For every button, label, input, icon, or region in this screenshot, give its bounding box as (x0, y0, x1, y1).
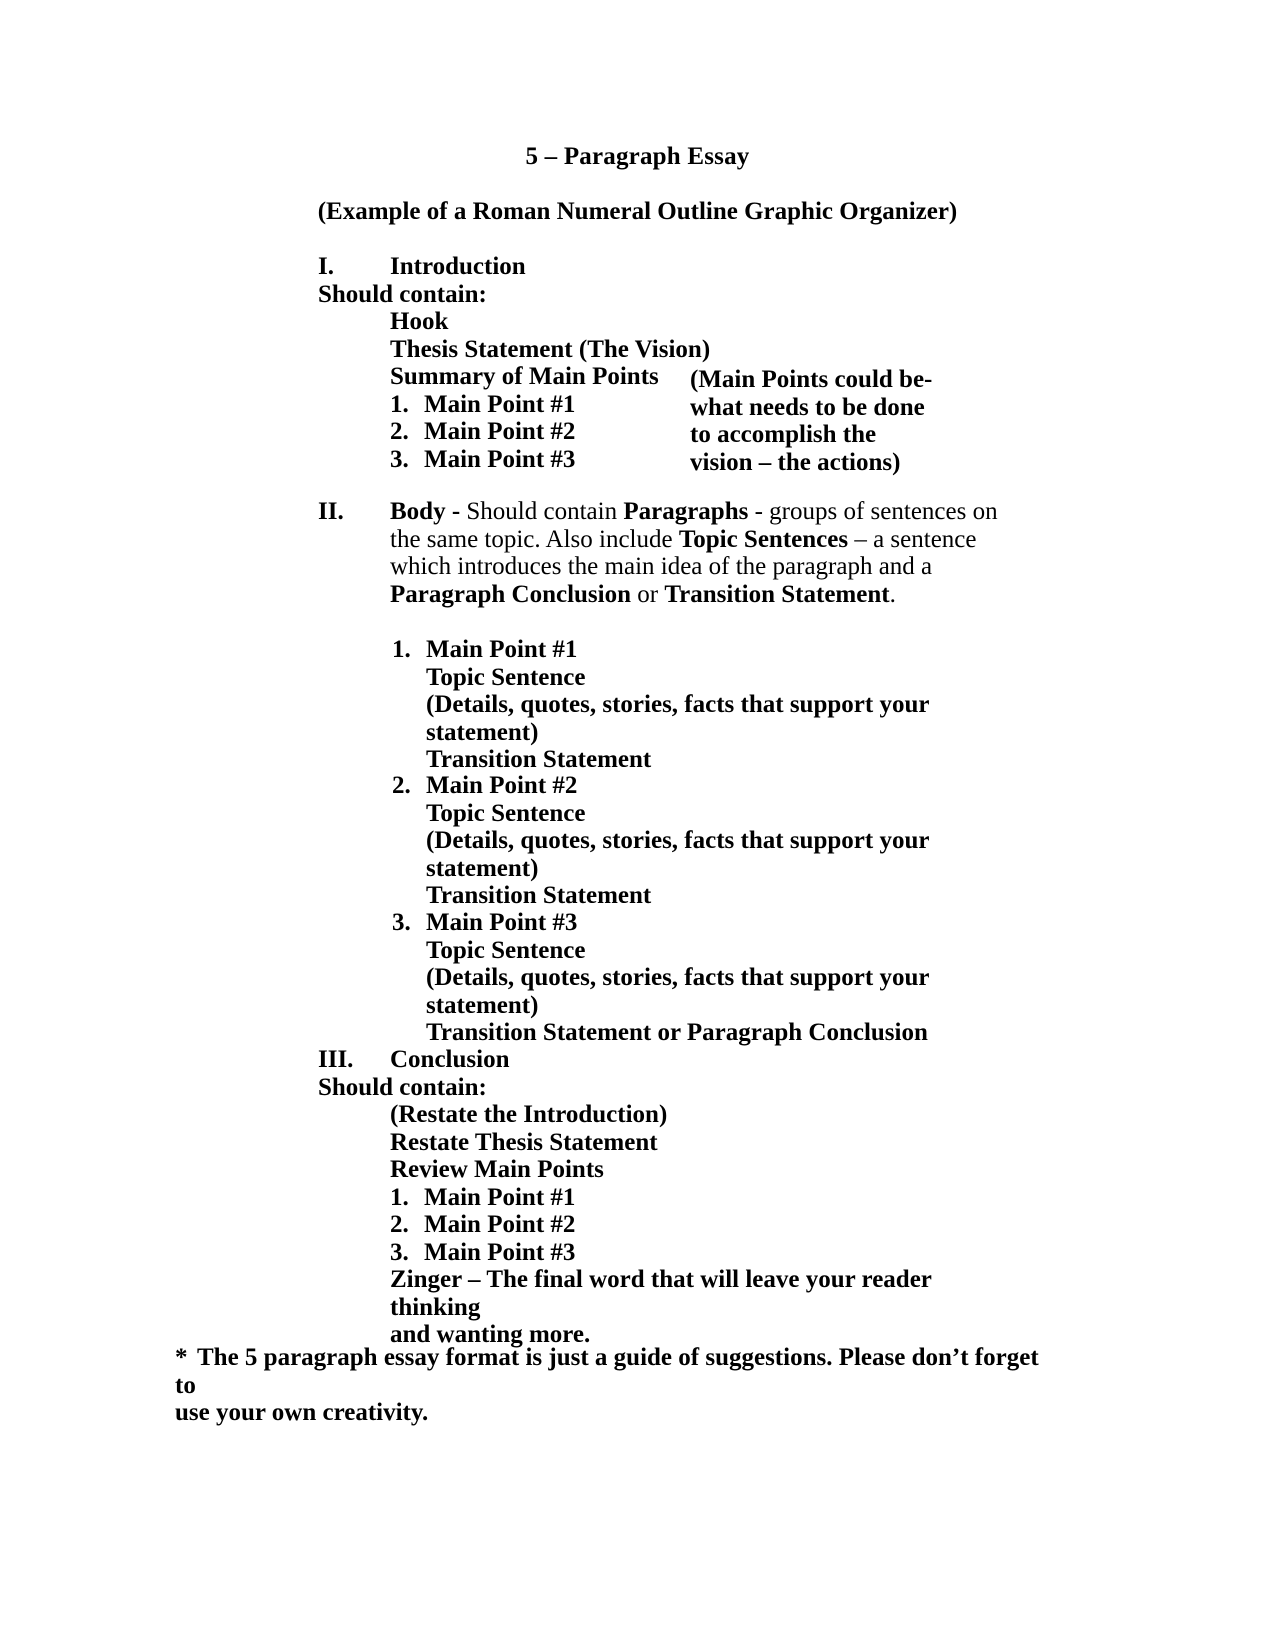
list-item-label: Main Point #1 (424, 390, 576, 418)
body-mp1-details: (Details, quotes, stories, facts that support your statement) (426, 691, 929, 746)
sidenote-line-2: what needs to be done (690, 393, 925, 421)
footnote-first-line (175, 1344, 1055, 1399)
conclusion-zinger-line-1: Zinger – The final word that will leave your reader thinking (390, 1266, 932, 1321)
conclusion-main-point-3 (390, 1239, 1018, 1267)
document-title: 5 – Paragraph Essay (525, 143, 750, 170)
introduction-item-thesis: Thesis Statement (The Vision) (390, 335, 711, 363)
body-mp2-transition: Transition Statement (426, 882, 652, 909)
body-mp3-details: (Details, quotes, stories, facts that support your statement) (426, 964, 929, 1019)
body-main-point-3-heading (392, 909, 1042, 937)
list-item-label: Main Point #1 (426, 636, 578, 663)
list-item-label: Main Point #3 (424, 1238, 576, 1266)
list-marker: 3. (390, 1238, 409, 1266)
list-item-label: Main Point #2 (424, 418, 576, 445)
sidenote-line-3: to accomplish the (690, 421, 877, 448)
section-introduction-label: Introduction (390, 253, 526, 280)
body-main-point-2-block (392, 772, 1032, 910)
conclusion-zinger-line-2: and wanting more. (390, 1321, 591, 1348)
section-conclusion-label: Conclusion (390, 1046, 510, 1073)
document-footnote (175, 1344, 1055, 1427)
roman-numeral-i: I. (318, 253, 334, 280)
body-mp2-details: (Details, quotes, stories, facts that support your statement) (426, 827, 929, 882)
conclusion-item-restate-thesis: Restate Thesis Statement (390, 1128, 658, 1156)
roman-numeral-iii: III. (318, 1046, 354, 1073)
list-marker: 1. (392, 636, 411, 663)
body-run-7: or (631, 580, 665, 608)
list-marker: 2. (390, 418, 409, 445)
section-body (318, 498, 1030, 608)
section-body-paragraph (390, 498, 1030, 608)
introduction-item-hook: Hook (390, 308, 449, 335)
conclusion-item-restate-intro: (Restate the Introduction) (390, 1101, 668, 1128)
body-main-point-2-heading (392, 772, 1032, 800)
body-main-point-1-heading (392, 636, 1032, 664)
conclusion-item-review-points: Review Main Points (390, 1156, 604, 1183)
document-subtitle: (Example of a Roman Numeral Outline Graphic Organizer) (317, 198, 958, 225)
body-mp1-transition: Transition Statement (426, 746, 652, 773)
body-run-5: – a sentence which introduces the main idea of the paragraph and a (390, 525, 977, 580)
introduction-lead-in: Should contain: (318, 280, 487, 308)
body-run-6: Paragraph Conclusion (390, 580, 632, 608)
body-run-8: Transition Statement (664, 580, 890, 608)
body-run-3: - groups of sentences on the same topic. Also include (390, 498, 998, 553)
list-marker: 2. (392, 772, 411, 799)
list-item-label: Main Point #1 (424, 1183, 576, 1211)
section-conclusion-heading (318, 1046, 1018, 1074)
list-marker: 1. (390, 390, 409, 418)
body-run-4: Topic Sentences (678, 525, 849, 553)
list-marker: 3. (390, 445, 409, 473)
footnote-line-1: The 5 paragraph essay format is just a guide of suggestions. Please don’t forget to (175, 1344, 1039, 1399)
body-main-point-3-block (392, 909, 1042, 1047)
body-run-0: Body - (390, 498, 461, 525)
body-main-point-1-block (392, 636, 1032, 774)
body-mp3-topic-sentence: Topic Sentence (426, 936, 586, 964)
sidenote-line-4: vision – the actions) (690, 448, 901, 476)
list-item-label: Main Point #3 (426, 909, 578, 936)
main-points-sidenote (690, 366, 990, 476)
section-introduction-heading (318, 253, 1018, 281)
list-item-label: Main Point #2 (424, 1211, 576, 1238)
section-conclusion (318, 1046, 1018, 1349)
asterisk-icon: * (175, 1344, 188, 1371)
body-run-2: Paragraphs (623, 498, 749, 525)
body-run-9: . (889, 580, 896, 608)
introduction-item-summary: Summary of Main Points (390, 363, 659, 390)
body-mp2-topic-sentence: Topic Sentence (426, 799, 586, 827)
sidenote-line-1: (Main Points could be- (690, 366, 933, 393)
roman-numeral-ii: II. (318, 498, 344, 525)
list-marker: 3. (392, 909, 411, 936)
list-item-label: Main Point #2 (426, 772, 578, 799)
list-item-label: Main Point #3 (424, 445, 576, 473)
body-mp1-topic-sentence: Topic Sentence (426, 663, 586, 691)
conclusion-main-point-2 (390, 1211, 1018, 1239)
list-marker: 2. (390, 1211, 409, 1238)
body-mp3-transition: Transition Statement or Paragraph Conclusion (426, 1019, 928, 1046)
body-run-1: Should contain (460, 498, 624, 525)
conclusion-lead-in: Should contain: (318, 1073, 487, 1101)
footnote-line-2: use your own creativity. (175, 1399, 429, 1426)
conclusion-main-point-1 (390, 1184, 1018, 1212)
list-marker: 1. (390, 1183, 409, 1211)
